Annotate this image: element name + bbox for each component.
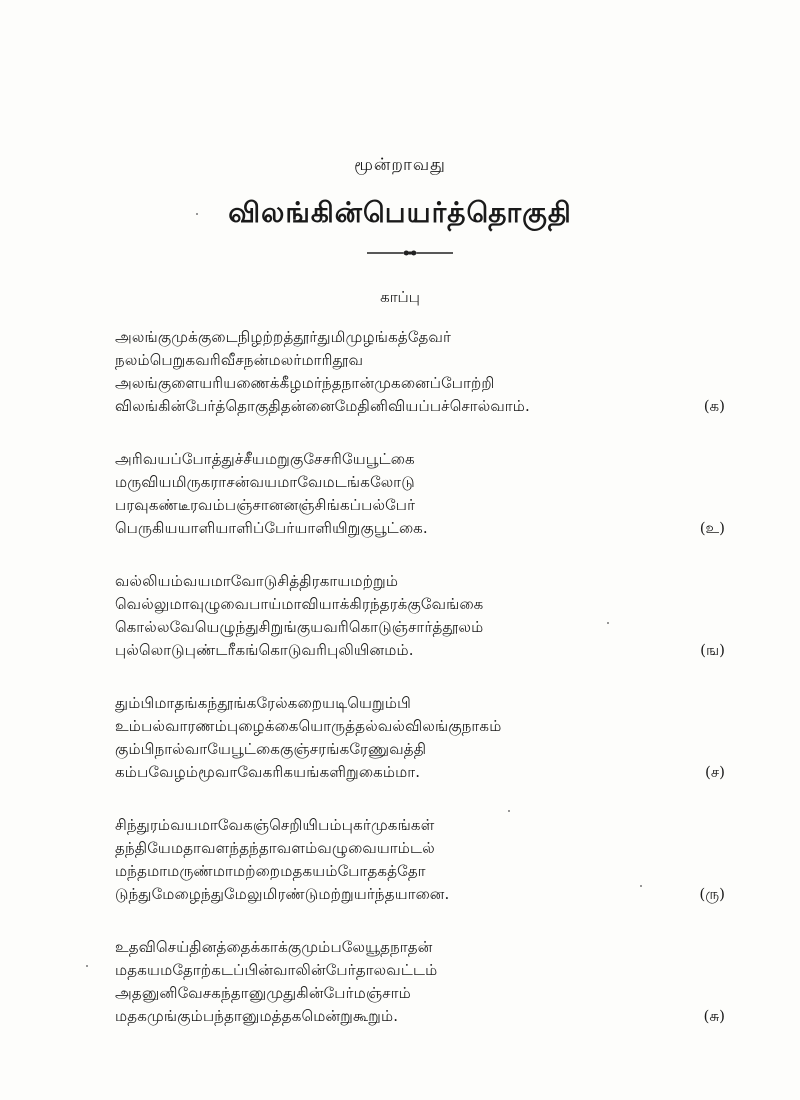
verse-line: பெருகியயாளியாளிப்பேர்யாளியிறுகுபூட்கை. [115,519,428,537]
verse-line: உம்பல்வாரணம்புழைக்கையொருத்தல்வல்விலங்குநாகம் [115,717,502,735]
scan-speck [607,622,609,624]
verse-line: அலங்குமுக்குடைநிழற்றத்தூர்துமிமுழங்கத்தேவர் [115,328,452,346]
verse-line: வெல்லுமாவுழுவைபாய்மாவியாக்கிரந்தரக்குவேங்கை [115,595,484,613]
stanza-number: (ங) [700,641,725,659]
verse-line: அதனுனிவேசகந்தானுமுதுகின்பேர்மஞ்சாம் [115,984,411,1002]
verse-line: அலங்குளையரியணைக்கீழமர்ந்தநான்முகனைப்போற்றி [115,374,495,392]
verse-line: நலம்பெறுகவரிவீசநன்மலர்மாரிதூவ [115,351,364,369]
verse-line: கொல்லவேயெழுந்துசிறுங்குயவரிகொடுஞ்சார்த்தூலம் [115,618,484,636]
verse-line: மதகமுங்கும்பந்தானுமத்தகமென்றுகூறும். [115,1007,399,1025]
stanza-number: (உ) [699,519,725,537]
verse-line: விலங்கின்பேர்த்தொகுதிதன்னைமேதினிவியப்பச்சொல்வாம். [115,397,530,415]
chapter-title: விலங்கின்பெயர்த்தொகுதி [228,196,572,229]
verse-line: கும்பிநால்வாயேபூட்கைகுஞ்சரங்கரேணுவத்தி [115,740,427,758]
verse-line: மந்தமாமருண்மாமற்றைமதகயம்போதகத்தோ [115,862,426,880]
stanza-number: (ச) [704,763,725,781]
stanza-number: (ரு) [699,885,725,903]
section-heading: காப்பு [380,288,420,306]
scan-speck [86,965,88,967]
scan-speck [640,885,642,887]
verse-line: மருவியமிருகராசன்வயமாவேமடங்கலோடு [115,473,415,491]
verse-line: பரவுகண்டீரவம்பஞ்சானனஞ்சிங்கப்பல்பேர் [115,496,416,514]
stanza-number: (சு) [703,1007,725,1025]
stanza [115,692,725,784]
stanza [115,936,725,1028]
verse-line: வல்லியம்வயமாவோடுசித்திரகாயமற்றும் [115,572,399,590]
verse-line: மதகயமதோற்கடப்பின்வாலின்பேர்தாலவட்டம் [115,961,438,979]
ornament-divider-icon [365,246,455,260]
scan-speck [196,213,198,215]
verse-line: டுந்துமேழைந்துமேலுமிரண்டுமற்றுயர்ந்தயானை. [115,885,450,903]
verse-line: புல்லொடுபுண்டரீகங்கொடுவரிபுலியினமம். [115,641,414,659]
stanza [115,326,725,418]
stanza-number: (க) [703,397,725,415]
stanza [115,814,725,906]
verse-line: தந்தியேமதாவளந்தந்தாவளம்வழுவையாம்டல் [115,839,435,857]
verse-line: தும்பிமாதங்கந்தூங்கரேல்கறையடியெறும்பி [115,694,412,712]
verse-line: அரிவயப்போத்துச்சீயமறுகுசேசரியேபூட்கை [115,450,415,468]
stanza [115,570,725,662]
verse-line: கம்பவேழம்மூவாவேகரிகயங்களிறுகைம்மா. [115,763,421,781]
verse-list [0,326,800,1058]
verse-line: சிந்துரம்வயமாவேகஞ்செறியிபம்புகர்முகங்கள் [115,816,435,834]
stanza [115,448,725,540]
chapter-subtitle: மூன்றாவது [354,155,446,175]
verse-line: உதவிசெய்தினத்தைக்காக்குமும்பலேயூதநாதன் [115,938,433,956]
scan-speck [508,810,510,812]
